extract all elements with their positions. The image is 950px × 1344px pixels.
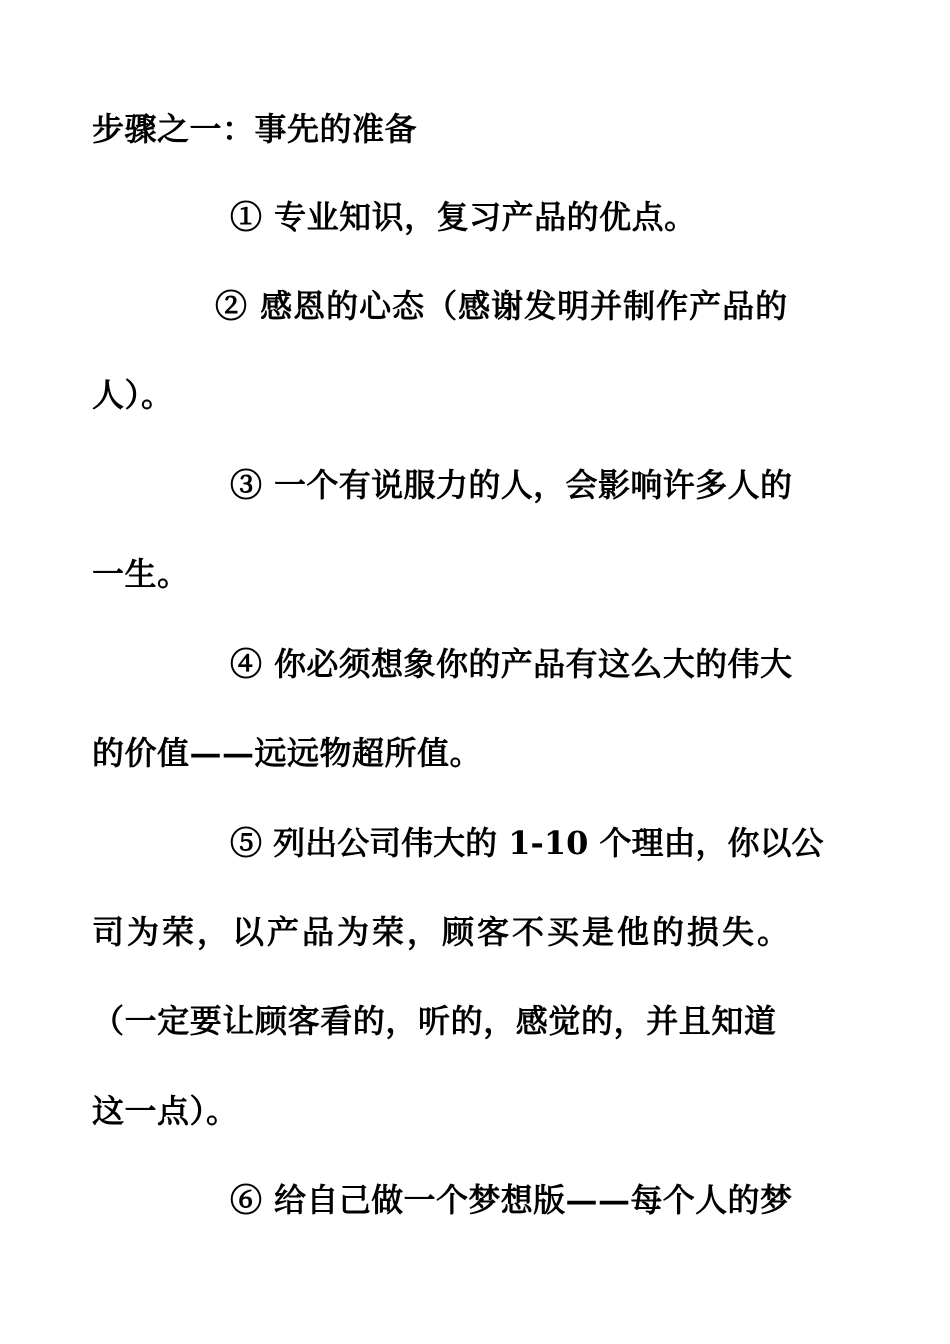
list-item-3-continuation: 一生。 xyxy=(92,555,190,593)
list-item-4: ④ 你必须想象你的产品有这么大的伟大 xyxy=(230,645,793,683)
list-item-2-continuation: 人）。 xyxy=(92,376,174,414)
list-item-2: ② 感恩的心态（感谢发明并制作产品的 xyxy=(215,287,789,325)
list-item-5-note: （一定要让顾客看的，听的，感觉的，并且知道 xyxy=(92,1002,777,1040)
list-item-5-continuation: 司为荣，以产品为荣，顾客不买是他的损失。 xyxy=(92,913,793,951)
list-item-6: ⑥ 给自己做一个梦想版——每个人的梦 xyxy=(230,1181,793,1219)
list-item-4-continuation: 的价值——远远物超所值。 xyxy=(92,734,483,772)
list-item-1: ① 专业知识，复习产品的优点。 xyxy=(230,198,697,236)
list-item-5-note-continuation: 这一点）。 xyxy=(92,1092,239,1130)
list-item-5: ⑤ 列出公司伟大的 1-10 个理由，你以公 xyxy=(230,824,824,862)
list-item-3: ③ 一个有说服力的人，会影响许多人的 xyxy=(230,466,793,504)
section-heading: 步骤之一：事先的准备 xyxy=(92,110,418,148)
